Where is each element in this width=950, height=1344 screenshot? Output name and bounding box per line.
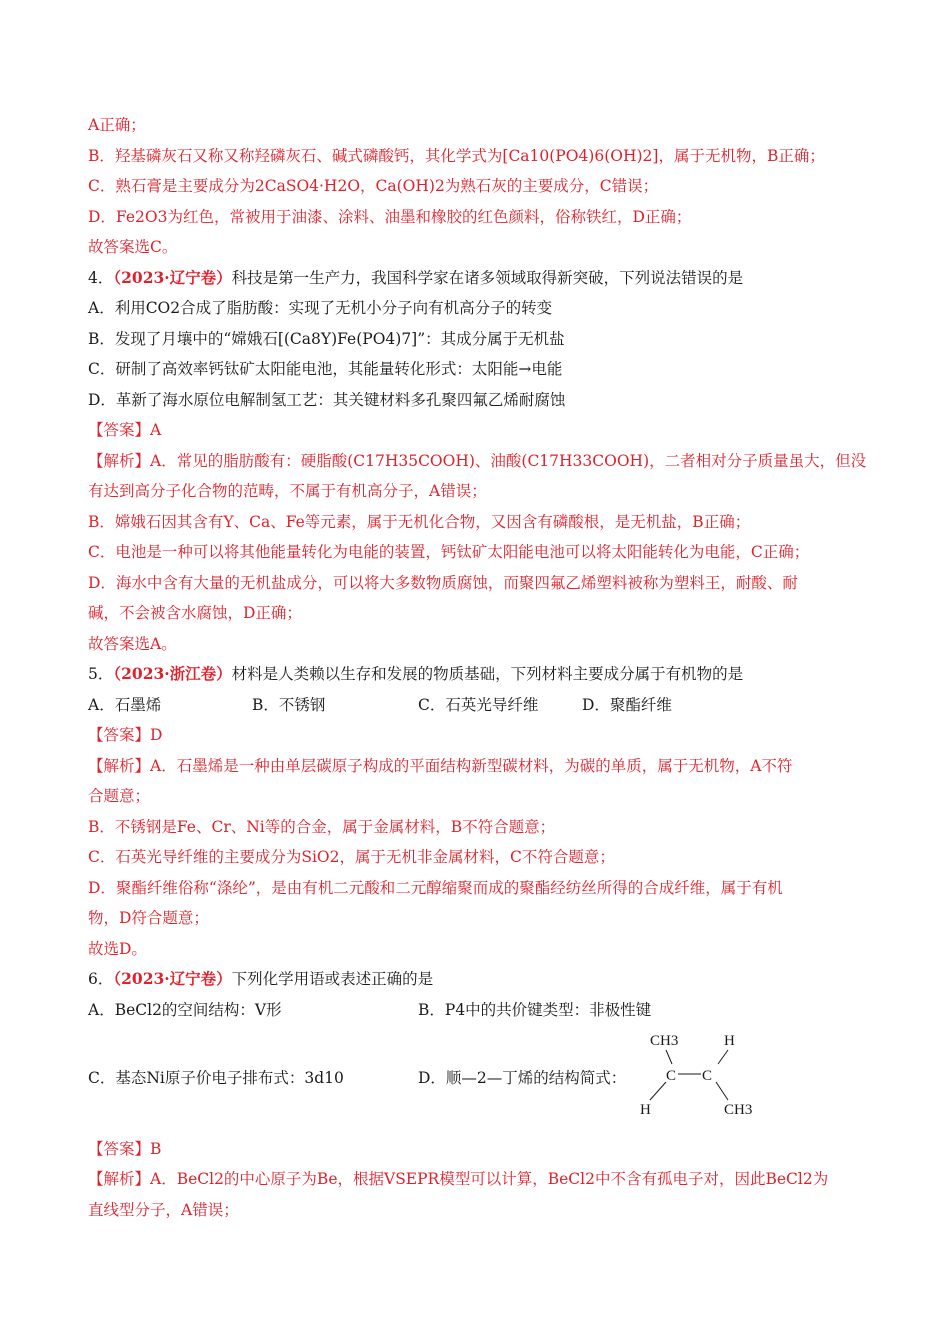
question-5-analysis-line: 物，D符合题意；	[88, 909, 209, 927]
question-source: （2023·辽宁卷）	[113, 268, 232, 287]
question-4-conclusion: 故答案选A。	[88, 635, 177, 653]
question-4-analysis-line: 碱，不会被含水腐蚀，D正确；	[88, 604, 302, 622]
question-5-conclusion: 故选D。	[88, 940, 147, 958]
question-5-answer: 【答案】D	[88, 726, 163, 744]
prev-analysis-d: D．Fe2O3为红色，常被用于油漆、涂料、油墨和橡胶的红色颜料，俗称铁红，D正确；	[88, 208, 692, 226]
question-4-option-c: C．研制了高效率钙钛矿太阳能电池，其能量转化形式：太阳能→电能	[88, 360, 563, 378]
structure-top-right: H	[724, 1033, 735, 1049]
question-4-analysis-line: D．海水中含有大量的无机盐成分，可以将大多数物质腐蚀，而聚四氟乙烯塑料被称为塑料王，耐酸、耐	[88, 574, 798, 592]
question-number: 4．	[88, 269, 114, 287]
question-5-analysis-line: B．不锈钢是Fe、Cr、Ni等的合金，属于金属材料，B不符合题意；	[88, 818, 556, 836]
question-number: 5．	[88, 665, 114, 683]
question-4-analysis-line: 【解析】A．常见的脂肪酸有：硬脂酸(C17H35COOH)、油酸(C17H33COOH)，二者相对分子质量虽大，但没	[88, 452, 867, 470]
question-stem: 下列化学用语或表述正确的是	[231, 970, 434, 988]
question-4-analysis-line: 有达到高分子化合物的范畴，不属于有机高分子，A错误；	[88, 482, 487, 500]
question-4-option-a: A．利用CO2合成了脂肪酸：实现了无机小分子向有机高分子的转变	[88, 299, 553, 317]
question-source: （2023·辽宁卷）	[113, 969, 232, 988]
question-5-option-c: C．石英光导纤维	[418, 696, 539, 714]
question-stem: 材料是人类赖以生存和发展的物质基础，下列材料主要成分属于有机物的是	[231, 665, 744, 683]
question-source: （2023·浙江卷）	[113, 664, 232, 683]
question-6-header	[88, 969, 433, 989]
structure-bottom-right: CH3	[724, 1102, 753, 1118]
bond-line	[716, 1082, 728, 1100]
question-6-option-a: A．BeCl2的空间结构：V形	[88, 1001, 282, 1019]
question-6-option-b: B．P4中的共价键类型：非极性键	[418, 1001, 652, 1019]
question-stem: 科技是第一生产力，我国科学家在诸多领域取得新突破，下列说法错误的是	[231, 269, 744, 287]
question-5-analysis-line: D．聚酯纤维俗称“涤纶”，是由有机二元酸和二元醇缩聚而成的聚酯经纺丝所得的合成纤维，属于有机	[88, 879, 783, 897]
question-5-analysis-line: C．石英光导纤维的主要成分为SiO2，属于无机非金属材料，C不符合题意；	[88, 848, 615, 866]
question-5-header	[88, 664, 743, 684]
question-5-analysis-line: 合题意；	[88, 787, 151, 805]
question-4-option-d: D．革新了海水原位电解制氢工艺：其关键材料多孔聚四氟乙烯耐腐蚀	[88, 391, 566, 409]
question-4-option-b: B．发现了月壤中的“嫦娥石[(Ca8Y)Fe(PO4)7]”：其成分属于无机盐	[88, 330, 565, 348]
structure-bottom-left: H	[640, 1102, 651, 1118]
cis-2-butene-structure	[636, 1028, 786, 1120]
question-number: 6．	[88, 970, 114, 988]
structure-top-left: CH3	[650, 1033, 679, 1049]
prev-conclusion: 故答案选C。	[88, 238, 178, 256]
question-6-option-c: C．基态Ni原子价电子排布式：3d10	[88, 1069, 344, 1087]
structure-carbon-1: C	[666, 1068, 677, 1084]
question-4-answer: 【答案】A	[88, 421, 162, 439]
question-5-option-d: D．聚酯纤维	[582, 696, 672, 714]
structure-carbon-2: C	[702, 1068, 713, 1084]
question-6-analysis-line: 【解析】A．BeCl2的中心原子为Be，根据VSEPR模型可以计算，BeCl2中不含有孤电子对，因此BeCl2为	[88, 1170, 829, 1188]
question-6-analysis-line: 直线型分子，A错误；	[88, 1201, 239, 1219]
prev-analysis-a: A正确；	[88, 116, 146, 134]
bond-line	[718, 1050, 728, 1064]
question-4-header	[88, 268, 743, 288]
prev-analysis-b: B．羟基磷灰石又称又称羟磷灰石、碱式磷酸钙，其化学式为[Ca10(PO4)6(OH)2]，属于无机物，B正确；	[88, 147, 825, 165]
question-6-answer: 【答案】B	[88, 1140, 162, 1158]
question-4-analysis-line: C．电池是一种可以将其他能量转化为电能的装置，钙钛矿太阳能电池可以将太阳能转化为电能，C正确；	[88, 543, 810, 561]
question-6-option-d: D．顺—2—丁烯的结构简式：	[418, 1069, 627, 1087]
question-5-analysis-line: 【解析】A．石墨烯是一种由单层碳原子构成的平面结构新型碳材料，为碳的单质，属于无机物，A不符	[88, 757, 793, 775]
question-4-analysis-line: B．嫦娥石因其含有Y、Ca、Fe等元素，属于无机化合物，又因含有磷酸根，是无机盐，B正确；	[88, 513, 751, 531]
bond-line	[666, 1050, 672, 1064]
bond-line	[650, 1082, 666, 1100]
question-5-option-b: B．不锈钢	[252, 696, 326, 714]
prev-analysis-c: C．熟石膏是主要成分为2CaSO4·H2O，Ca(OH)2为熟石灰的主要成分，C错误；	[88, 177, 659, 195]
question-5-option-a: A．石墨烯	[88, 696, 162, 714]
